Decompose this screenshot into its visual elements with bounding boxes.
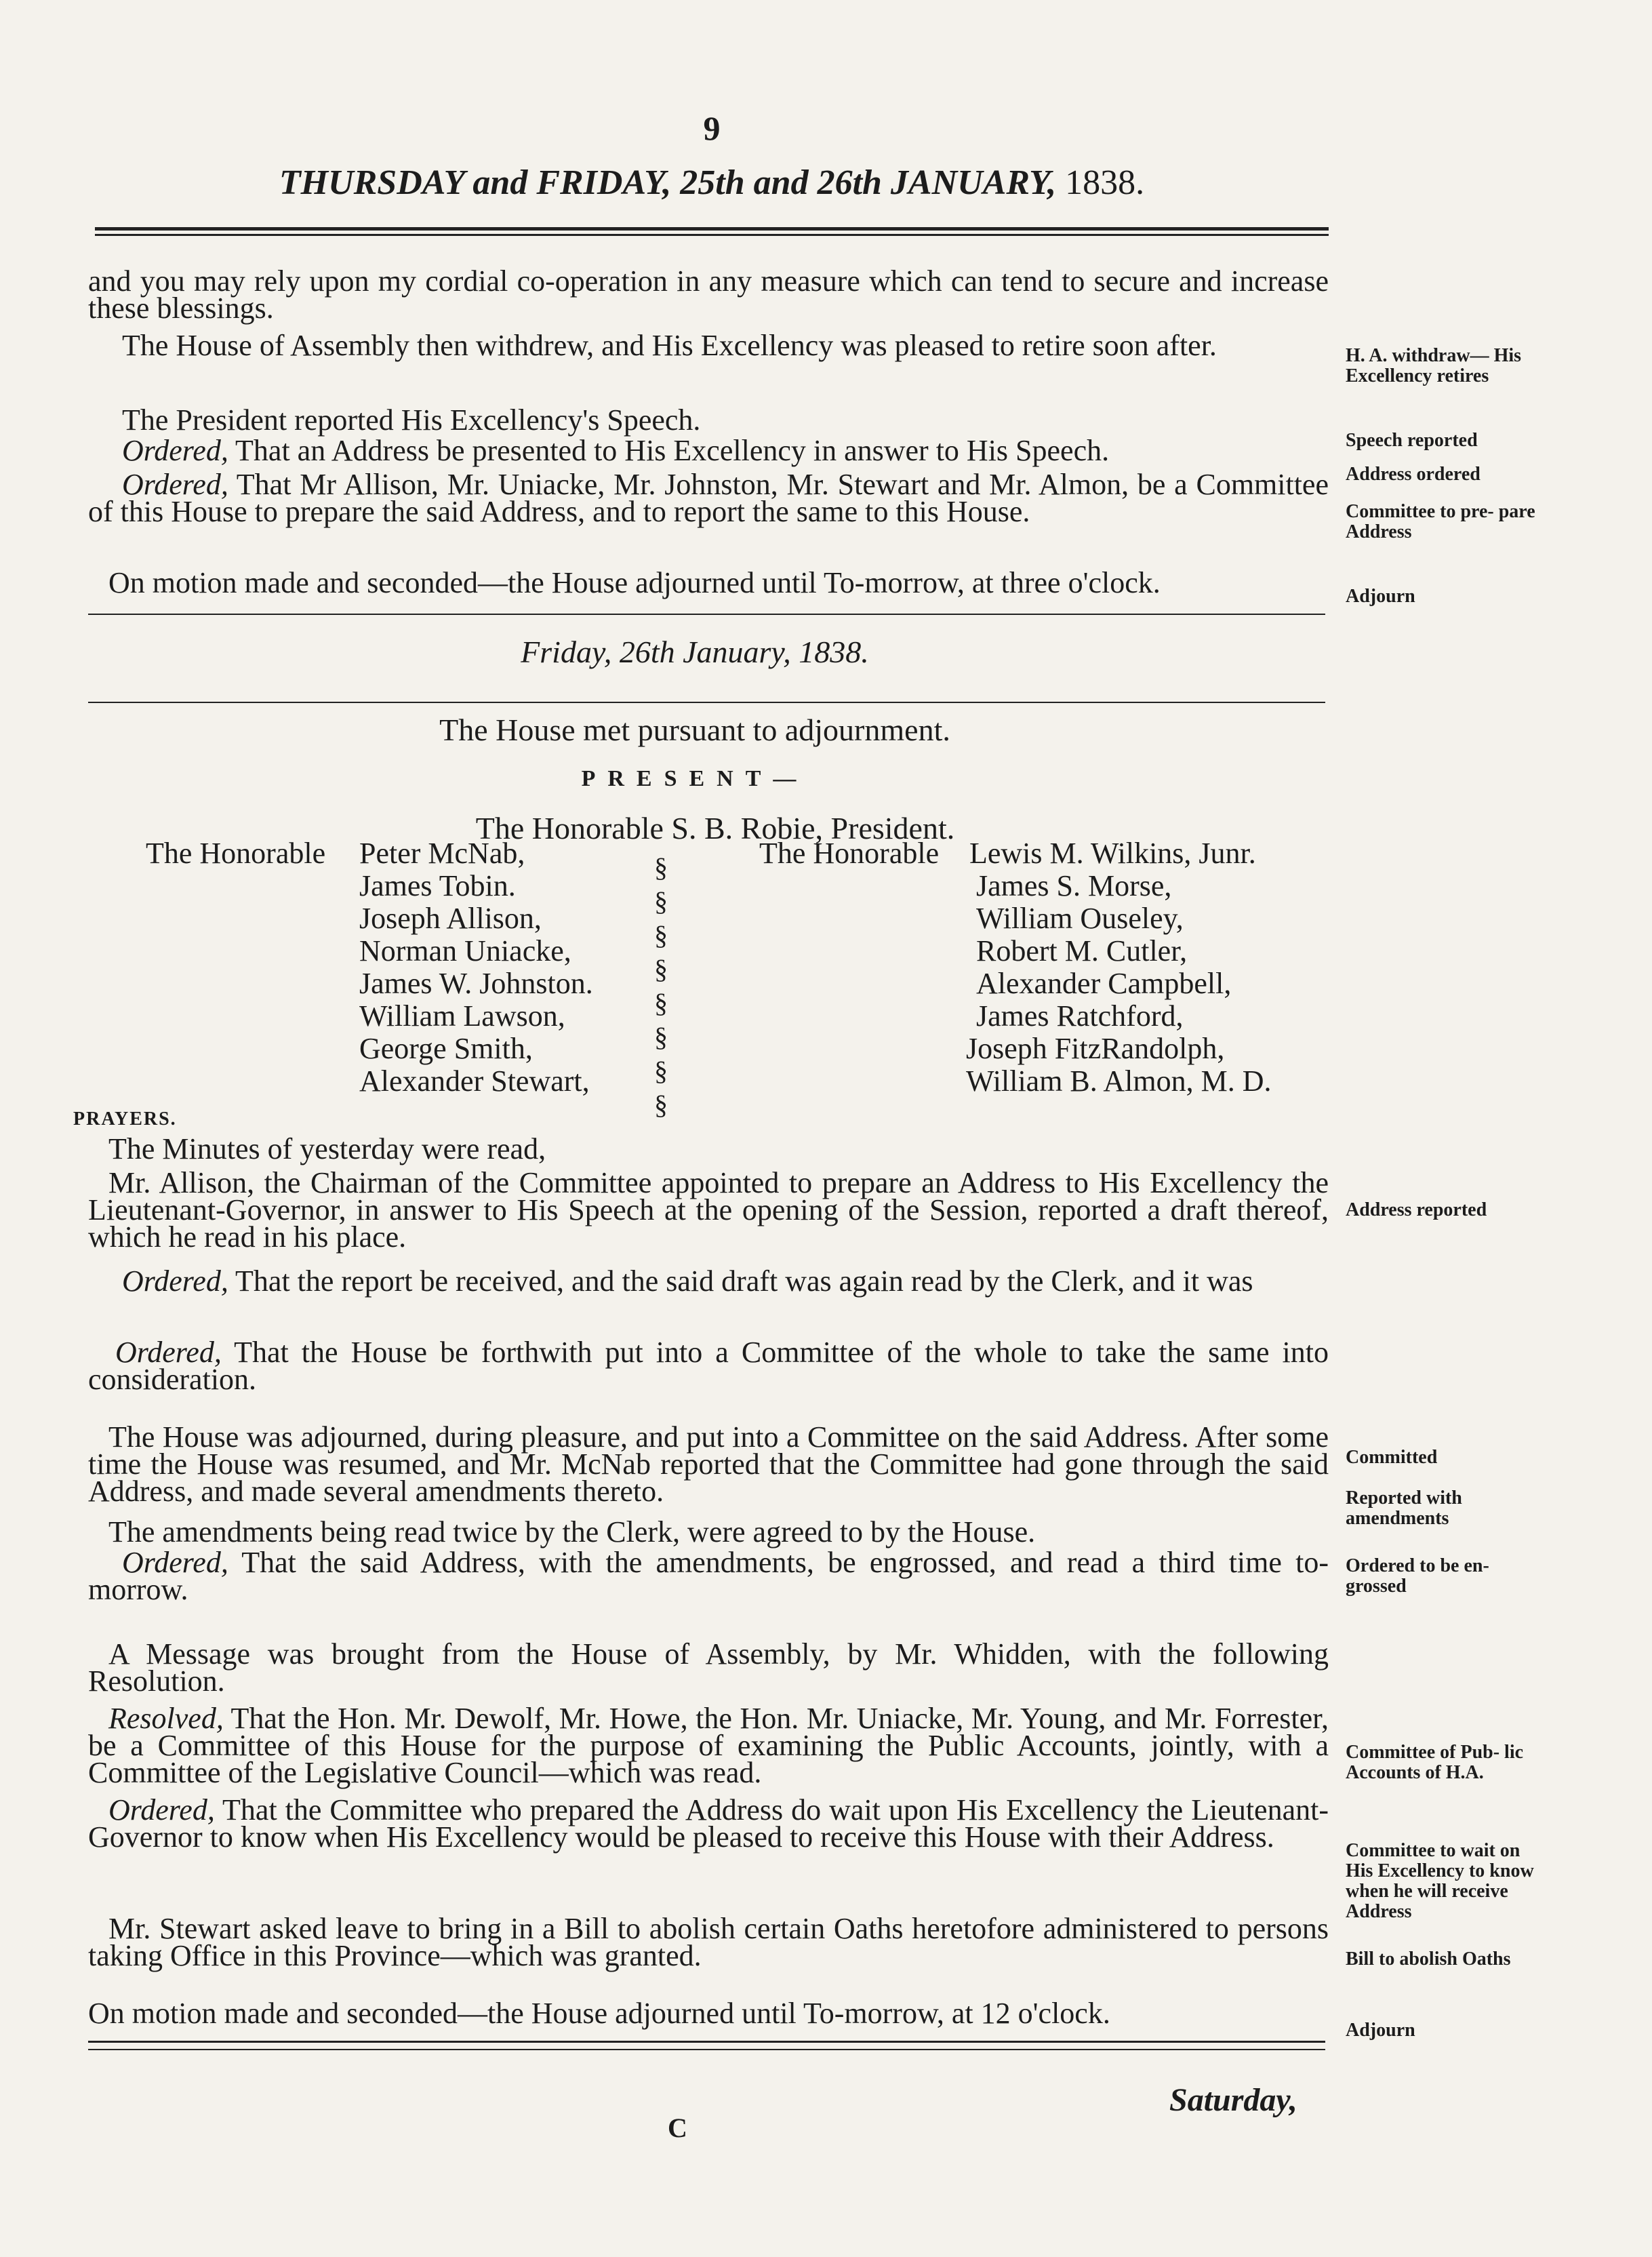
header-rule	[95, 227, 1329, 231]
margin-note-committee-wait: Committee to wait on His Excellency to know when he will receive Address	[1346, 1840, 1534, 1922]
header-rule-2	[95, 234, 1329, 236]
member: Joseph FitzRandolph,	[966, 1032, 1225, 1065]
committee-whole-paragraph	[88, 1336, 1329, 1396]
ordered-lead: Ordered,	[115, 1336, 222, 1369]
member: Robert M. Cutler,	[976, 934, 1188, 967]
member: James S. Morse,	[976, 869, 1172, 902]
member: Peter McNab,	[359, 837, 525, 870]
bottom-rule-2	[88, 2049, 1325, 2050]
message-paragraph: A Message was brought from the House of Assembly, by Mr. Whidden, with the following Resolution.	[88, 1637, 1329, 1698]
adjourn-paragraph: On motion made and seconded—the House adjourned until To-morrow, at three o'clock.	[108, 566, 1161, 599]
committee-ordered-paragraph	[88, 468, 1329, 528]
right-prefix: The Honorable	[759, 837, 940, 870]
ordered-lead: Ordered,	[122, 434, 228, 467]
ordered-lead: Ordered,	[122, 468, 228, 501]
member: Norman Uniacke,	[359, 934, 571, 967]
members-left	[359, 837, 593, 1098]
ordered-text: That Mr Allison, Mr. Uniacke, Mr. Johnston, Mr. Stewart and Mr. Almon, be a Committee of this House to prepare the said Address, and to report the same to this House.	[88, 468, 1329, 528]
adjourned-pleasure-paragraph: The House was adjourned, during pleasure, and put into a Committee on the said Address. After some time the House was resumed, and Mr. McNab reported that the Committee had gone through the said Address, and made several amendments thereto.	[88, 1420, 1329, 1508]
margin-note-adjourn: Adjourn	[1346, 586, 1415, 607]
signature-mark: C	[668, 2113, 687, 2143]
page-number: 9	[703, 109, 721, 147]
margin-note-speech: Speech reported	[1346, 430, 1478, 451]
left-prefix: The Honorable	[146, 837, 326, 870]
catchword: Saturday,	[1169, 2082, 1297, 2118]
address-ordered-paragraph	[88, 434, 1329, 467]
header-dates: 25th and 26th JANUARY,	[680, 163, 1057, 202]
margin-note-bill: Bill to abolish Oaths	[1346, 1949, 1511, 1970]
member: George Smith,	[359, 1032, 533, 1065]
margin-note-address-reported: Address reported	[1346, 1199, 1487, 1220]
prayers-label: PRAYERS.	[73, 1108, 177, 1130]
margin-note-engrossed: Ordered to be en- grossed	[1346, 1555, 1489, 1597]
bottom-rule	[88, 2041, 1325, 2043]
final-adjourn-paragraph: On motion made and seconded—the House adjourned until To-morrow, at 12 o'clock.	[88, 1997, 1110, 2030]
engrossed-paragraph	[88, 1546, 1329, 1606]
ordered-lead: Ordered,	[122, 1546, 228, 1579]
member: Joseph Allison,	[359, 902, 542, 935]
wait-upon-paragraph	[88, 1793, 1329, 1854]
member: William Lawson,	[359, 999, 565, 1033]
ordered-text: That the Committee who prepared the Address do wait upon His Excellency the Lieutenant-Governor to know when His Excellency would be pleased to receive this House with their Address.	[88, 1793, 1329, 1854]
member: James W. Johnston.	[359, 967, 593, 1000]
section-rule-2	[88, 702, 1325, 703]
ordered-text: That an Address be presented to His Excellency in answer to His Speech.	[228, 434, 1110, 467]
date-line: Friday, 26th January, 1838.	[521, 635, 869, 669]
speech-reported-paragraph: The President reported His Excellency's Speech.	[122, 403, 701, 437]
ordered-text: That the House be forthwith put into a Committee of the whole to take the same into consideration.	[88, 1336, 1329, 1396]
member: James Tobin.	[359, 869, 516, 902]
assembly-withdrew-paragraph: The House of Assembly then withdrew, and His Excellency was pleased to retire soon after.	[122, 329, 1217, 362]
ordered-lead: Ordered,	[122, 1264, 228, 1298]
member: Alexander Stewart,	[359, 1064, 590, 1098]
met-line: The House met pursuant to adjournment.	[439, 713, 950, 747]
allison-paragraph: Mr. Allison, the Chairman of the Committee appointed to prepare an Address to His Excellency the Lieutenant-Governor, in answer to His Speech at the opening of the Session, reported a draft thereof, which he read in his place.	[88, 1166, 1329, 1254]
brace-ornament: § § § § § § § §	[654, 852, 668, 1120]
member: William Ouseley,	[976, 902, 1184, 935]
member: James Ratchford,	[976, 999, 1184, 1033]
report-received-paragraph	[88, 1264, 1329, 1298]
margin-note-committed: Committed	[1346, 1447, 1438, 1468]
resolved-text: That the Hon. Mr. Dewolf, Mr. Howe, the Hon. Mr. Uniacke, Mr. Young, and Mr. Forrester, be a Committee of this House for the purpose of examining the Public Accounts, jointly, with a Committee of the Legislative Council—which was read.	[88, 1702, 1329, 1789]
oaths-bill-paragraph: Mr. Stewart asked leave to bring in a Bill to abolish certain Oaths heretofore administered to persons taking Office in this Province—which was granted.	[88, 1912, 1329, 1972]
header-days: THURSDAY and FRIDAY,	[279, 163, 672, 202]
margin-note-public-accounts: Committee of Pub- lic Accounts of H.A.	[1346, 1742, 1524, 1783]
margin-note-reported-with: Reported with amendments	[1346, 1487, 1462, 1529]
ordered-text: That the report be received, and the said draft was again read by the Clerk, and it was	[228, 1264, 1253, 1298]
president-line: The Honorable S. B. Robie, President.	[475, 811, 955, 845]
section-rule	[88, 614, 1325, 615]
member: Alexander Campbell,	[976, 967, 1232, 1000]
resolved-lead: Resolved,	[108, 1702, 224, 1735]
members-right	[966, 837, 1272, 1098]
member: William B. Almon, M. D.	[966, 1064, 1272, 1098]
amendments-paragraph: The amendments being read twice by the Clerk, were agreed to by the House.	[108, 1515, 1036, 1549]
minutes-paragraph: The Minutes of yesterday were read,	[108, 1132, 546, 1165]
present-label: PRESENT—	[581, 766, 809, 791]
margin-note-committee: Committee to pre- pare Address	[1346, 501, 1535, 542]
member: Lewis M. Wilkins, Junr.	[969, 837, 1256, 870]
resolved-paragraph	[88, 1702, 1329, 1789]
margin-note-address: Address ordered	[1346, 464, 1480, 485]
ordered-lead: Ordered,	[108, 1793, 215, 1826]
margin-note-withdraw: H. A. withdraw— His Excellency retires	[1346, 345, 1522, 386]
header-year: 1838.	[1065, 163, 1145, 202]
ordered-text: That the said Address, with the amendments, be engrossed, and read a third time to-morrow.	[88, 1546, 1329, 1606]
margin-note-adjourn-final: Adjourn	[1346, 2020, 1415, 2041]
continuation-paragraph: and you may rely upon my cordial co-operation in any measure which can tend to secure and increase these blessings.	[88, 264, 1329, 325]
page-header	[95, 163, 1329, 203]
